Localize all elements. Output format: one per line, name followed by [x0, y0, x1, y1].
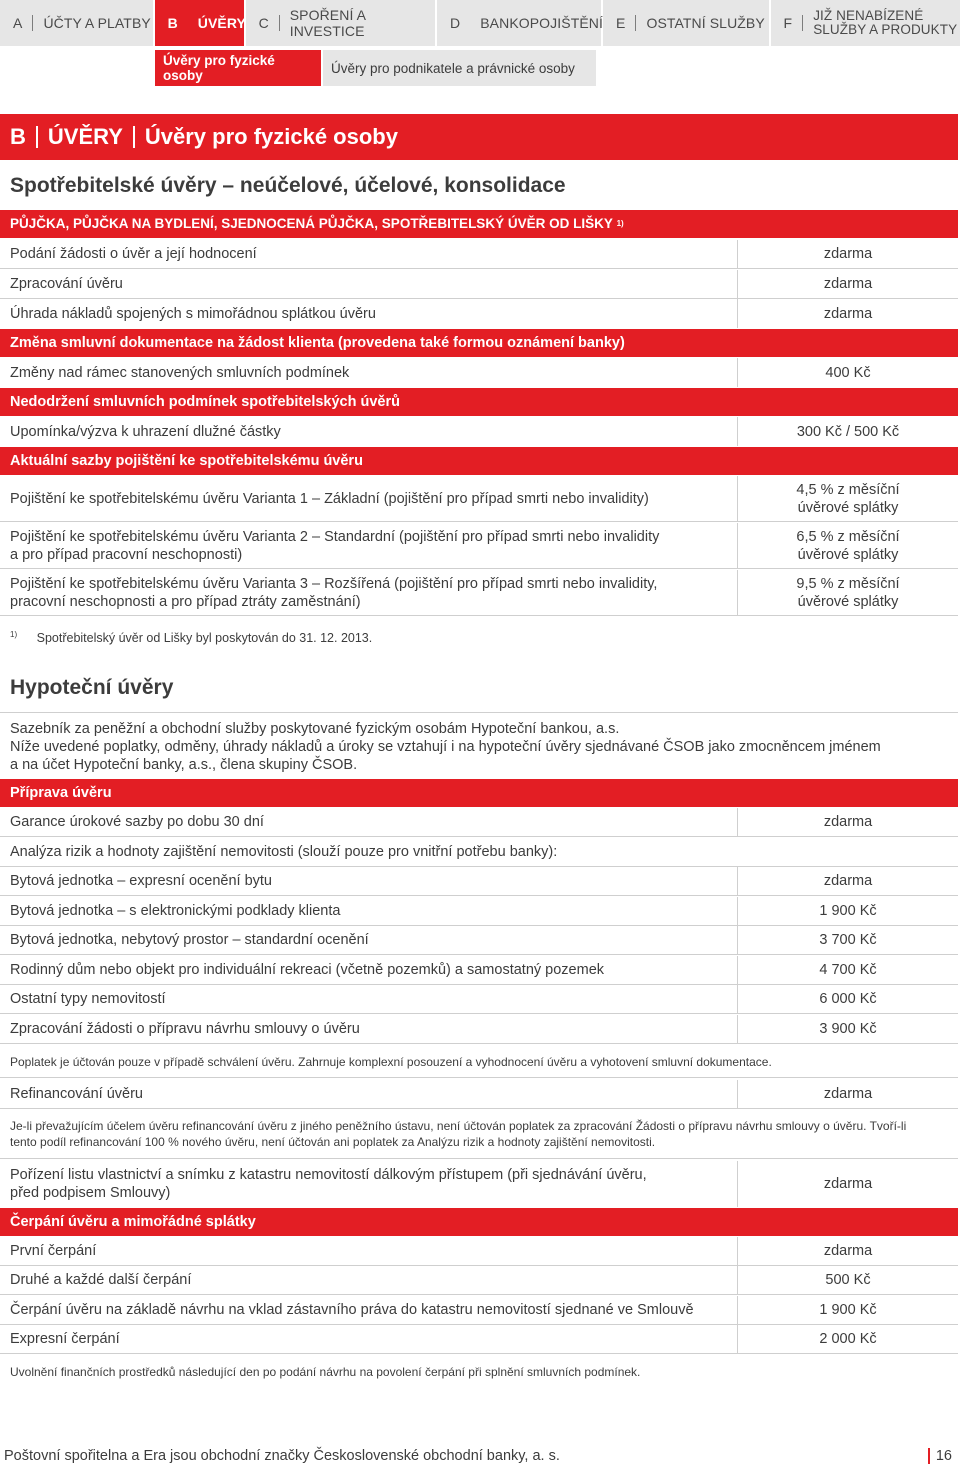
consumer-loans-heading: Spotřebitelské úvěry – neúčelové, účelové, konsolidace [10, 174, 566, 197]
intro-line: Níže uvedené poplatky, odměny, úhrady nákladů a úroky se vztahují i na hypoteční úvěry sjednávané ČSOB jako zmocněncem jménem [10, 739, 881, 755]
category-bar [0, 210, 958, 238]
fee-row [0, 417, 958, 446]
fee-row [0, 897, 958, 926]
fee-value: 1 900 Kč [737, 1296, 958, 1324]
tab-separator [32, 15, 33, 31]
tab-label: ÚČTY A PLATBY [43, 15, 151, 31]
tab-separator [635, 15, 636, 31]
fee-row [0, 1325, 958, 1354]
tab-letter: F [783, 15, 793, 31]
fee-row [0, 299, 958, 328]
subsection-bar [0, 447, 958, 475]
fee-row [0, 1080, 958, 1109]
rate-line2: úvěrové splátky [797, 593, 899, 610]
insurance-label-line1: Pojištění ke spotřebitelskému úvěru Varianta 2 – Standardní (pojištění pro případ smrti nebo invalidity [10, 528, 660, 545]
subtab-business[interactable]: Úvěry pro podnikatele a právnické osoby [323, 50, 596, 86]
rate-line1: 9,5 % z měsíční [796, 575, 900, 592]
tab-label-line1: JIŽ NENABÍZENÉ [813, 8, 924, 23]
fee-row [0, 1296, 958, 1325]
subsection-label: Změna smluvní dokumentace na žádost klienta (provedena také formou oznámení banky) [10, 335, 625, 351]
fee-label: Úhrada nákladů spojených s mimořádnou splátkou úvěru [10, 305, 376, 322]
subtab-individuals[interactable]: Úvěry pro fyzické osoby [155, 50, 321, 86]
fee-row [0, 926, 958, 955]
subsection-bar [0, 1208, 958, 1236]
fee-label: Podání žádosti o úvěr a její hodnocení [10, 246, 257, 262]
insurance-row [0, 523, 958, 569]
subsection-bar [0, 388, 958, 416]
fee-value: zdarma [737, 1161, 958, 1207]
page-number-separator [928, 1448, 930, 1464]
footnote-mark: 1) [10, 630, 18, 639]
fee-row [0, 240, 958, 269]
intro-line: a na účet Hypoteční banky, a.s., člena skupiny ČSOB. [10, 757, 358, 773]
insurance-label [10, 523, 730, 568]
page-number [922, 1448, 952, 1464]
subsection-label: Nedodržení smluvních podmínek spotřebitelských úvěrů [10, 394, 400, 410]
tab-letter: B [167, 15, 178, 31]
fee-value: 300 Kč / 500 Kč [737, 417, 958, 446]
fee-value: zdarma [737, 270, 958, 298]
tab-label: ÚVĚRY [197, 15, 246, 31]
fee-value: 4 700 Kč [737, 956, 958, 984]
section-name: ÚVĚRY [47, 124, 123, 149]
divider [0, 712, 958, 713]
divider [0, 1158, 958, 1159]
category-text: PŮJČKA, PŮJČKA NA BYDLENÍ, SJEDNOCENÁ PŮJČKA, SPOTŘEBITELSKÝ ÚVĚR OD LIŠKY [10, 216, 613, 231]
fee-value: 6 000 Kč [737, 985, 958, 1013]
fee-row [0, 358, 958, 387]
fee-row [0, 1237, 958, 1266]
fee-row [0, 1015, 958, 1044]
fee-value: 400 Kč [737, 358, 958, 387]
tab-letter: E [616, 15, 626, 31]
section-separator [36, 126, 38, 148]
section-header [0, 114, 958, 160]
subsection-label: Aktuální sazby pojištění ke spotřebitelskému úvěru [10, 453, 363, 469]
tab-letter: C [258, 15, 269, 31]
section-letter: B [10, 124, 26, 149]
footnote [10, 627, 950, 646]
fee-row [0, 1266, 958, 1295]
tab-label: BANKOPOJIŠTĚNÍ [480, 15, 603, 31]
tab-separator [279, 15, 280, 31]
category-label [10, 210, 730, 238]
divider [0, 1077, 958, 1078]
fee-label: Upomínka/výzva k uhrazení dlužné částky [10, 423, 281, 440]
tab-letter: A [13, 15, 23, 31]
subsection-bar [0, 779, 958, 807]
footnote-ref: 1) [616, 219, 624, 228]
note-line: tento podíl refinancování 100 % nového úvěru, není účtován ani poplatek za Analýzu rizik a hodnoty zajištění nemovitosti. [10, 1135, 656, 1149]
fee-label: Bytová jednotka, nebytový prostor – standardní ocenění [10, 932, 369, 948]
insurance-rate [737, 476, 958, 521]
fee-value: zdarma [737, 808, 958, 836]
insurance-rate [737, 523, 958, 568]
footer-text: Poštovní spořitelna a Era jsou obchodní značky Československé obchodní banky, a. s. [4, 1448, 560, 1464]
fee-label: Druhé a každé další čerpání [10, 1272, 192, 1288]
subsection-label: Příprava úvěru [10, 785, 112, 801]
fee-value: 1 900 Kč [737, 897, 958, 925]
intro-line: Sazebník za peněžní a obchodní služby poskytované fyzickým osobám Hypoteční bankou, a.s. [10, 721, 620, 737]
fee-label: Změny nad rámec stanovených smluvních podmínek [10, 364, 350, 381]
tab-bancassurance[interactable] [437, 0, 601, 46]
subsection-label: Čerpání úvěru a mimořádné splátky [10, 1214, 256, 1230]
insurance-rate [737, 570, 958, 615]
footnote-text: Spotřebitelský úvěr od Lišky byl poskytován do 31. 12. 2013. [36, 631, 373, 646]
tab-discontinued-products[interactable] [771, 0, 960, 46]
mortgage-intro [10, 720, 950, 774]
fee-value: 500 Kč [737, 1266, 958, 1294]
fee-label: Expresní čerpání [10, 1331, 120, 1347]
tab-other-services[interactable] [603, 0, 769, 46]
tab-letter: D [450, 15, 461, 31]
fee-label: Refinancování úvěru [10, 1086, 143, 1102]
tab-label: OSTATNÍ SLUŽBY [646, 15, 765, 31]
refinancing-note [10, 1118, 950, 1150]
insurance-label [10, 570, 730, 615]
tab-loans[interactable] [155, 0, 244, 46]
fee-row [0, 808, 958, 837]
section-title: Úvěry pro fyzické osoby [144, 124, 398, 149]
fee-value: zdarma [737, 867, 958, 895]
insurance-label-line2: pracovní neschopnosti a pro případ ztráty zaměstnání) [10, 593, 361, 610]
fee-label: První čerpání [10, 1243, 97, 1259]
tab-label-line2: SLUŽBY A PRODUKTY [813, 22, 958, 37]
insurance-label: Pojištění ke spotřebitelskému úvěru Varianta 1 – Základní (pojištění pro případ smrti nebo invalidity) [10, 490, 649, 507]
drawing-note: Uvolnění finančních prostředků následující den po podání návrhu na povolení čerpání při splnění smluvních podmínek. [10, 1365, 641, 1379]
rate-line2: úvěrové splátky [797, 499, 899, 516]
page-number-value: 16 [935, 1448, 952, 1464]
rate-line1: 4,5 % z měsíční [796, 481, 900, 498]
fee-label: Analýza rizik a hodnoty zajištění nemovitosti (slouží pouze pro vnitřní potřebu banky): [10, 844, 558, 860]
fee-row [0, 956, 958, 985]
fee-value: 3 700 Kč [737, 926, 958, 954]
mortgage-heading: Hypoteční úvěry [10, 676, 174, 699]
tab-label [813, 9, 957, 37]
fee-label: Bytová jednotka – s elektronickými podklady klienta [10, 903, 341, 919]
subsection-bar [0, 329, 958, 357]
fee-label: Garance úrokové sazby po dobu 30 dní [10, 814, 264, 830]
rate-line2: úvěrové splátky [797, 546, 899, 563]
tab-accounts-payments[interactable] [0, 0, 153, 46]
fee-label-line2: před podpisem Smlouvy) [10, 1185, 171, 1201]
fee-value: zdarma [737, 1237, 958, 1265]
fee-row [0, 1161, 958, 1207]
fee-label: Zpracování úvěru [10, 276, 123, 292]
tab-separator [802, 15, 803, 31]
insurance-row [0, 476, 958, 522]
tab-label: SPOŘENÍ A INVESTICE [289, 7, 366, 39]
note-line: Je-li převažujícím účelem úvěru refinancování úvěru z jiného peněžního ústavu, není účtován poplatek za zpracování Žádosti o přípravu návrhu smlouvy o úvěru. Tvoří-li [10, 1119, 907, 1133]
fee-row [0, 838, 958, 867]
fee-label: Bytová jednotka – expresní ocenění bytu [10, 873, 272, 889]
insurance-label-line2: a pro případ pracovní neschopnosti) [10, 546, 243, 563]
fee-value: 2 000 Kč [737, 1325, 958, 1353]
rate-line1: 6,5 % z měsíční [796, 528, 900, 545]
insurance-label-line1: Pojištění ke spotřebitelskému úvěru Varianta 3 – Rozšířená (pojištění pro případ smrti nebo invalidity, [10, 575, 658, 592]
fee-row [0, 270, 958, 299]
fee-label [10, 1161, 730, 1207]
fee-label: Čerpání úvěru na základě návrhu na vklad zástavního práva do katastru nemovitostí sjednané ve Smlouvě [10, 1302, 694, 1318]
fee-row [0, 985, 958, 1014]
fee-value: zdarma [737, 299, 958, 328]
fee-label: Ostatní typy nemovitostí [10, 991, 166, 1007]
fee-value: 3 900 Kč [737, 1015, 958, 1043]
fee-label: Zpracování žádosti o přípravu návrhu smlouvy o úvěru [10, 1021, 360, 1037]
fee-row [0, 867, 958, 896]
fee-note: Poplatek je účtován pouze v případě schválení úvěru. Zahrnuje komplexní posouzení a vyhodnocení úvěru a vyhotovení smluvní dokumentace. [10, 1055, 772, 1069]
tab-savings-investments[interactable] [246, 0, 435, 46]
fee-value: zdarma [737, 240, 958, 268]
top-navigation [0, 0, 960, 46]
fee-label-line1: Pořízení listu vlastnictví a snímku z katastru nemovitostí dálkovým přístupem (při sjednávání úvěru, [10, 1167, 647, 1183]
fee-value: zdarma [737, 1080, 958, 1108]
fee-label: Rodinný dům nebo objekt pro individuální rekreaci (včetně pozemků) a samostatný pozemek [10, 962, 605, 978]
section-separator [133, 126, 135, 148]
insurance-row [0, 570, 958, 616]
